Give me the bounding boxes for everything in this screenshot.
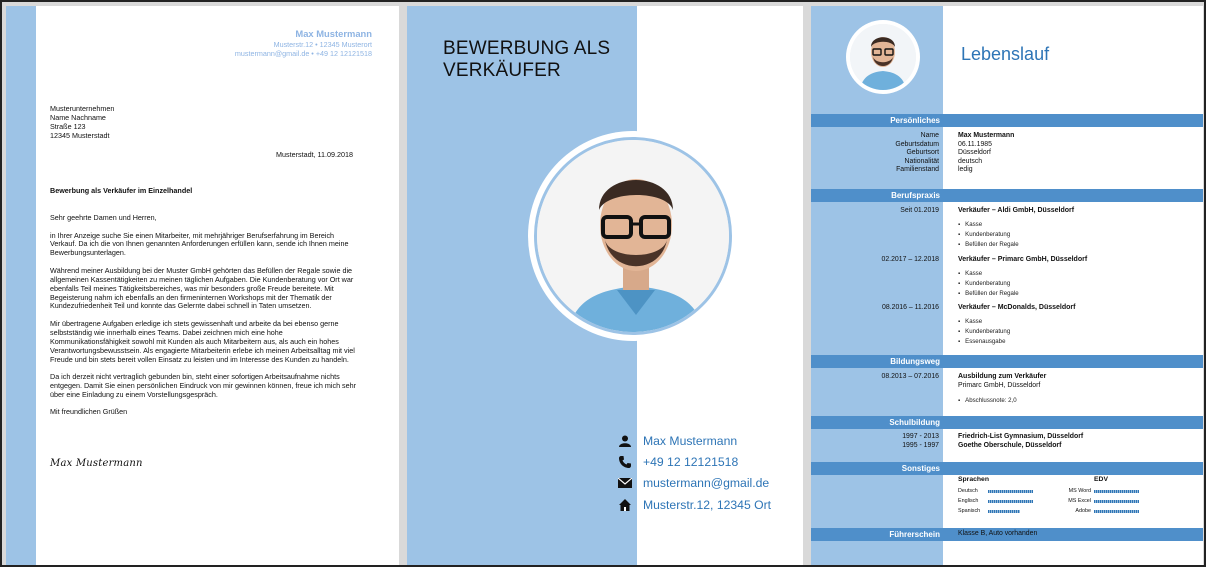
home-icon [615,498,635,512]
skill-row [1051,506,1139,516]
edv-heading: EDV [1094,476,1108,483]
section-license-heading: Führerschein [889,530,940,539]
languages-heading: Sprachen [958,476,989,483]
person-icon [615,434,635,448]
contact-phone-row [615,452,738,472]
cv-photo [850,24,916,90]
school-periods [811,433,939,450]
left-accent-strip [6,6,36,565]
personal-label: Name [920,132,939,139]
signature: Max Mustermann [50,458,143,469]
cv-page [811,6,1203,565]
skill-bar [1094,510,1139,513]
task-item: ▪ Kasse [958,220,1019,230]
recipient-line: Name Nachname [50,112,106,122]
skill-row [958,496,1033,506]
section-experience-heading: Berufspraxis [891,191,940,200]
task-item: ▪ Kundenberatung [958,279,1019,289]
body-paragraph: in Ihrer Anzeige suche Sie einen Mitarbeiter, mit mehrjähriger Berufserfahrung im Bereich Verkauf. Da ich die von Ihnen genannten Anforderungen erfüllen kann, sende ich Ihnen meine Bewerbungsunterlagen. [50,230,349,258]
sender-name: Max Mustermann [295,28,372,39]
task-item: ▪ Befüllen der Regale [958,289,1019,299]
skill-name: Deutsch [958,488,978,494]
mail-icon [615,476,635,490]
personal-value: deutsch [958,157,983,165]
job-title: Verkäufer – Primarc GmbH, Düsseldorf [958,256,1088,263]
education-note: ▪ Abschlussnote: 2,0 [958,396,1017,406]
salutation: Sehr geehrte Damen und Herren, [50,213,157,222]
job-tasks [958,220,1019,250]
skill-bar [988,500,1033,503]
personal-label: Nationalität [904,157,939,165]
personal-value: Max Mustermann [958,132,1015,139]
closing: Mit freundlichen Grüßen [50,407,128,417]
skill-name: MS Word [1068,488,1091,494]
contact-address: Musterstr.12, 12345 Ort [643,498,772,512]
school-names [958,433,1083,450]
personal-value: Düsseldorf [958,149,991,157]
job-period: 08.2016 – 11.2016 [882,304,939,311]
sender-contact: mustermann@gmail.de • +49 12 12121518 [234,49,372,59]
task-item: ▪ Essenausgabe [958,337,1010,347]
personal-value: ledig [958,166,973,174]
body-paragraph: Da ich derzeit nicht vertraglich gebunden bin, steht einer sofortigen Arbeitsaufnahme nichts entgegen. Damit Sie einen persönlichen Eindruck von mir gewinnen können, freue ich mich sehr über eine Einladung zu einem Vorstellungsgespräch. [50,372,357,399]
skill-row [1051,486,1139,496]
cover-title-line: BEWERBUNG ALS [443,38,611,59]
applicant-photo [534,137,732,335]
education-title: Ausbildung zum Verkäufer [958,373,1047,380]
sender-address: Musterstr.12 • 12345 Musterort [273,40,372,49]
job-tasks [958,317,1010,347]
section-other-heading: Sonstiges [901,464,940,473]
cover-letter-page [6,6,399,565]
skill-name: Adobe [1075,508,1091,514]
task-item: ▪ Befüllen der Regale [958,240,1019,250]
school-period: 1997 - 2013 [902,433,939,440]
job-period: 02.2017 – 12.2018 [881,256,939,263]
body-paragraph: Während meiner Ausbildung bei der Muster GmbH gehörten das Befüllen der Regale sowie die allgemeinen Kassentätigkeiten zu meinen täglichen Aufgaben. Die Kundenberatung vor Ort war ebenfalls Teil meines Tätigkeitsbereiches, was mir besonders große Freude bereitete. Mit Begeisterung nahm ich ebenfalls an den firmeninternen Workshops mit der Thematik der Kundezufriedenheit Teil und konnte das Gelernte dabei schnell in Taten umsetzen. [50,265,354,311]
personal-label: Familienstand [896,166,939,174]
letter-subject: Bewerbung als Verkäufer im Einzelhandel [50,186,193,195]
school-name: Friedrich-List Gymnasium, Düsseldorf [958,433,1084,440]
portrait-illustration [537,140,732,335]
skill-row [1051,496,1139,506]
education-place: Primarc GmbH, Düsseldorf [958,382,1041,389]
recipient-block [50,105,360,141]
section-education-heading: Bildungsweg [890,357,940,366]
personal-labels [811,132,939,175]
recipient-line: 12345 Musterstadt [50,130,110,140]
contact-name: Max Mustermann [643,434,738,448]
job-period: Seit 01.2019 [900,207,939,214]
job-tasks [958,269,1019,299]
license-value: Klasse B, Auto vorhanden [958,530,1038,537]
contact-mail-row [615,473,769,493]
job-title: Verkäufer – McDonalds, Düsseldorf [958,304,1076,311]
cover-title [443,38,610,82]
school-name: Goethe Oberschule, Düsseldorf [958,441,1062,449]
task-item: ▪ Kasse [958,317,1010,327]
skill-bar [988,490,1033,493]
recipient-line: Musterunternehmen [50,104,115,113]
cv-title: Lebenslauf [961,44,1050,64]
skill-bar [1094,500,1139,503]
skill-row [958,506,1033,516]
languages-block [958,476,1033,516]
letter-body [50,214,360,426]
edv-block [1051,476,1139,516]
education-details [958,396,1017,406]
sender-header [235,28,372,59]
personal-value: 06.11.1985 [958,140,992,148]
school-period: 1995 - 1997 [902,441,939,449]
personal-label: Geburtsort [906,149,939,157]
task-item: ▪ Kundenberatung [958,230,1019,240]
skill-name: Englisch [958,498,979,504]
cv-portrait-illustration [850,24,916,90]
section-personal-heading: Persönliches [890,116,940,125]
contact-phone: +49 12 12121518 [643,455,739,469]
contact-email: mustermann@gmail.de [643,476,770,490]
skill-bar [988,510,1020,513]
skill-name: MS Excel [1068,498,1091,504]
task-item: ▪ Kundenberatung [958,327,1010,337]
body-paragraph: Mir übertragene Aufgaben erledige ich stets gewissenhaft und arbeite da bei ebenso gerne selbstständig wie innerhalb eines Teams. Dabei zeichnen mich eine hohe Kommunikationsfähigkeit sowohl mit Kunden als auch Mitarbeitern aus, als auch ein hohes Verantwortungsbewusstsein. Als engagierte Mitarbeiterin erlebe ich meinen Arbeitsalltag mit viel Freude und bin stets bereit vollen Einsatz zu leisten und im Interesse des Kunden zu handeln. [50,318,355,364]
skill-bar [1094,490,1139,493]
education-period: 08.2013 – 07.2016 [881,373,939,380]
skill-row [958,486,1033,496]
job-title: Verkäufer – Aldi GmbH, Düsseldorf [958,207,1075,214]
cover-page [407,6,803,565]
skill-name: Spanisch [958,508,981,514]
section-school-heading: Schulbildung [889,418,940,427]
contact-name-row [615,431,737,451]
personal-values [958,132,1014,175]
phone-icon [615,455,635,469]
personal-label: Geburtsdatum [895,140,939,148]
task-item: ▪ Kasse [958,269,1019,279]
recipient-line: Straße 123 [50,121,86,131]
contact-address-row [615,495,771,515]
cover-title-line: VERKÄUFER [443,60,561,81]
letter-date: Musterstadt, 11.09.2018 [276,150,353,159]
